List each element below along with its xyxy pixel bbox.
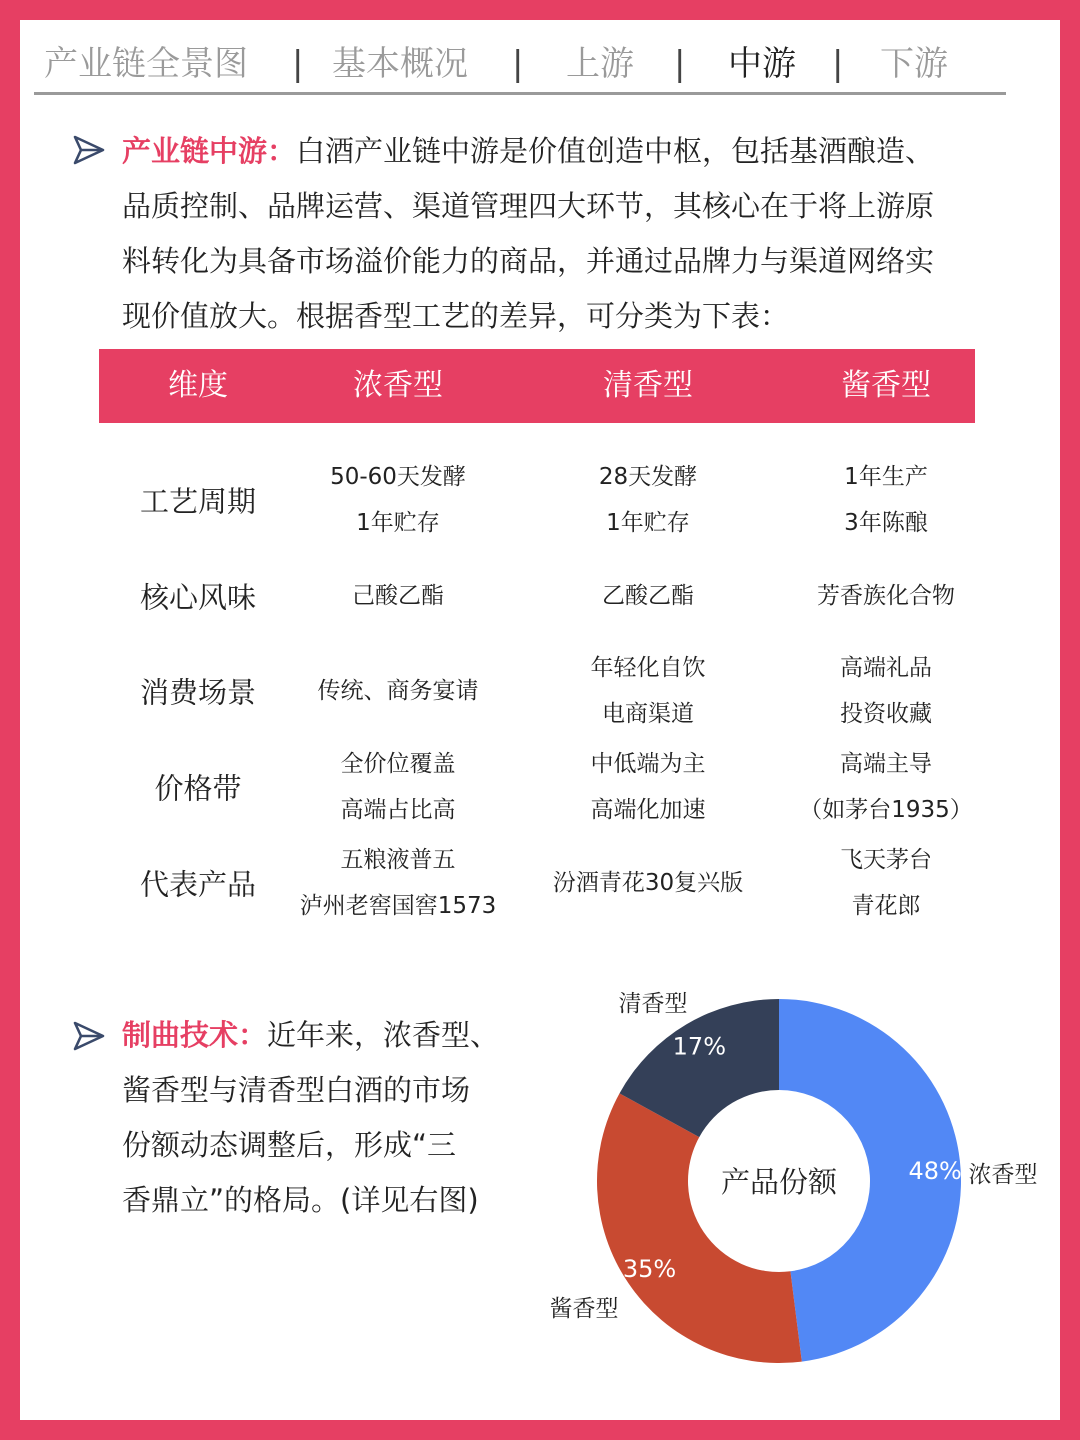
table-header-cell: 酱香型 [841,368,931,403]
donut-value-label: 35% [622,1254,677,1283]
table-header-cell: 清香型 [603,368,693,403]
table-cell-line: 泸州老窖国窖1573 [299,893,497,919]
nav-tab-basics[interactable]: 基本概况 [332,44,468,84]
donut-category-label: 清香型 [618,991,688,1017]
nav-separator: | [832,44,844,84]
nav-tab-overview[interactable]: 产业链全景图 [44,44,248,84]
table-cell-line: 1年贮存 [606,510,690,536]
table-cell-line: 电商渠道 [602,701,694,727]
table-cell-line: 己酸乙酯 [352,583,444,609]
table-cell-line: 投资收藏 [840,701,932,727]
table-cell-line: 1年生产 [844,464,928,490]
table-cell-line: 高端占比高 [340,797,456,823]
table-cell-line: 五粮液普五 [340,847,456,873]
table-cell-line: 传统、商务宴请 [317,678,479,704]
table-cell-line: 高端主导 [839,751,932,777]
table-cell-line: 汾酒青花30复兴版 [552,870,744,896]
table-cell-line: 50-60天发酵 [330,464,466,490]
midstream-line: 品质控制、品牌运营、渠道管理四大环节，其核心在于将上游原 [122,189,935,223]
table-row-dimension: 核心风味 [139,580,257,615]
table-cell-line: 高端礼品 [840,655,932,681]
table-header-cell: 维度 [168,368,228,403]
koji-line: 份额动态调整后，形成“三 [122,1128,457,1162]
nav-tab-upstream[interactable]: 上游 [566,44,634,84]
table-cell-line: 全价位覆盖 [340,751,456,777]
koji-heading: 制曲技术： [122,1018,268,1052]
donut-category-label: 浓香型 [968,1162,1038,1188]
table-row-dimension: 工艺周期 [139,484,257,519]
koji-line: 近年来，浓香型、 [267,1018,500,1052]
nav-separator: | [674,44,686,84]
table-cell-line: 年轻化自饮 [590,655,706,681]
nav-separator: | [292,44,304,84]
table-cell-line: 3年陈酿 [844,510,928,536]
table-cell-line: 中低端为主 [590,751,706,777]
table-row-dimension: 代表产品 [139,867,257,902]
table-cell-line: 青花郎 [851,893,921,919]
table-cell-line: 高端化加速 [590,797,706,823]
koji-line: 香鼎立”的格局。(详见右图) [122,1183,479,1217]
nav-tab-downstream[interactable]: 下游 [880,44,948,84]
midstream-line: 白酒产业链中游是价值创造中枢，包括基酒酿造、 [296,134,935,168]
midstream-line: 现价值放大。根据香型工艺的差异，可分类为下表： [122,299,790,333]
table-cell-line: 乙酸乙酯 [602,583,694,609]
table-cell-line: （如茅台1935） [799,797,973,823]
table-row-dimension: 消费场景 [139,675,257,710]
table-cell-line: 芳香族化合物 [817,583,955,609]
nav-tab-midstream[interactable]: 中游 [728,44,796,84]
table-cell-line: 1年贮存 [356,510,440,536]
table-cell-line: 28天发酵 [598,464,698,490]
donut-category-label: 酱香型 [549,1296,619,1322]
midstream-heading: 产业链中游： [122,134,297,168]
donut-value-label: 48% [908,1157,962,1186]
koji-line: 酱香型与清香型白酒的市场 [122,1073,471,1107]
table-cell-line: 飞天茅台 [840,847,932,873]
table-header-cell: 浓香型 [353,368,443,403]
donut-value-label: 17% [672,1032,727,1061]
table-row-dimension: 价格带 [154,771,242,806]
midstream-line: 料转化为具备市场溢价能力的商品，并通过品牌力与渠道网络实 [122,244,935,278]
nav-separator: | [512,44,524,84]
donut-center-title: 产品份额 [720,1165,838,1199]
